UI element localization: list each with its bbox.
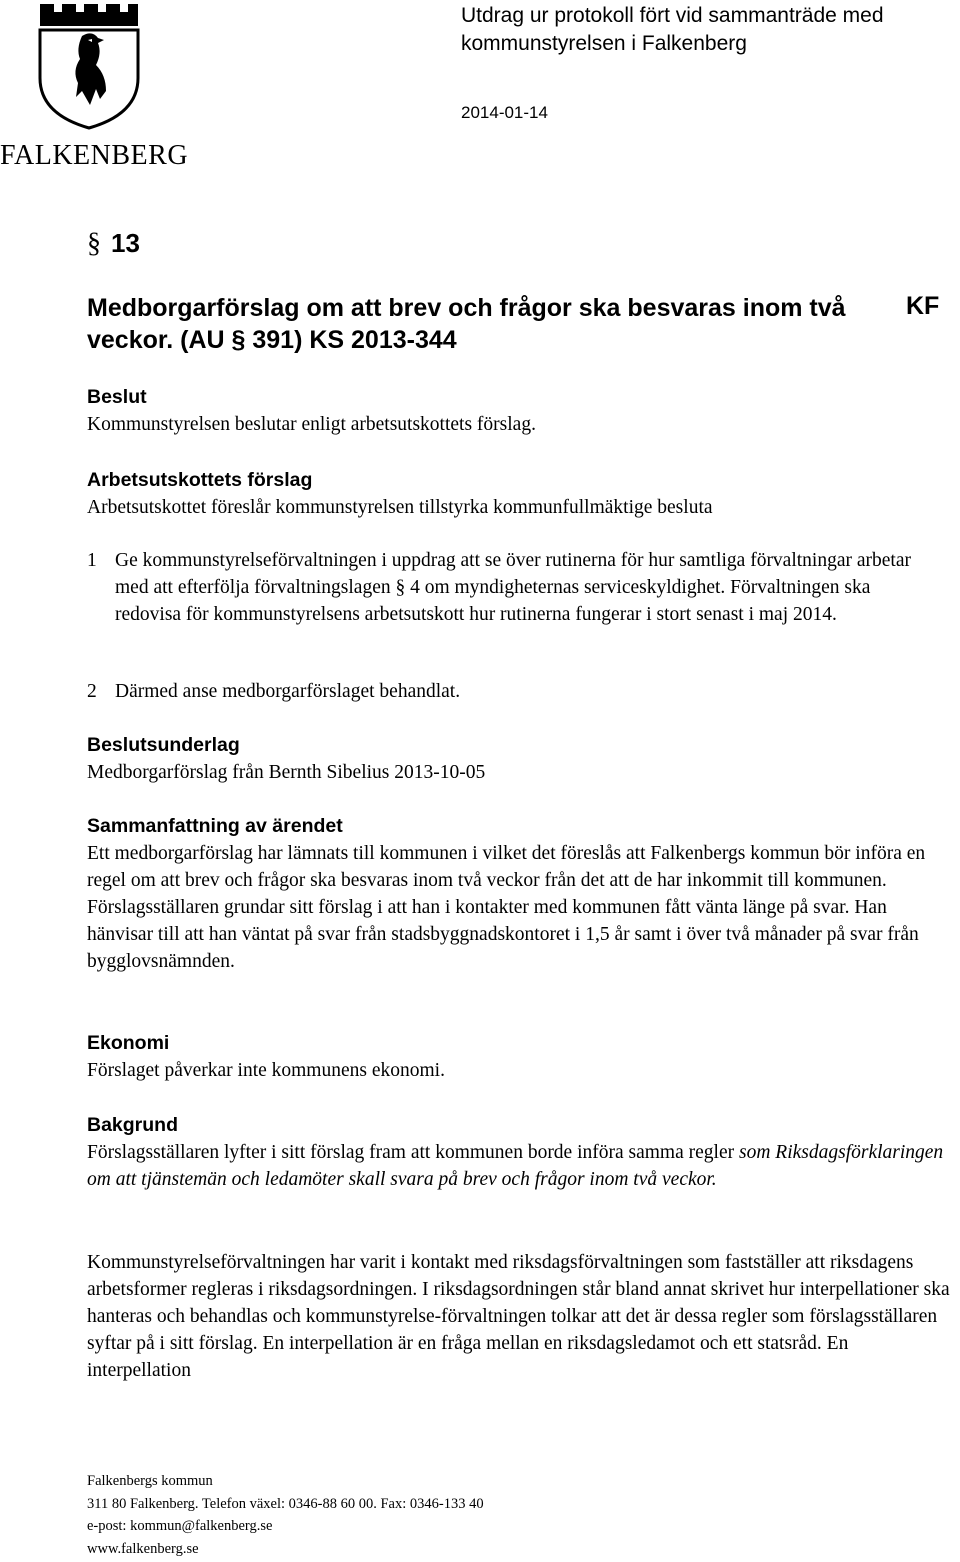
logo-wordmark: FALKENBERG [0,140,189,171]
list-item-number: 1 [87,550,97,571]
text-bakgrund [87,1139,947,1193]
meeting-date: 2014-01-14 [461,103,548,122]
text-sammanfattning: Ett medborgarförslag har lämnats till kommunen i vilket det föreslås att Falkenbergs kommun bör införa en regel om att brev och frågor ska besvaras inom två veckor från det att de har inkommit till kommunen. Förslagsställaren grundar sitt förslag i att han i kontakter med kommunen fått vänta länge på svar. Han hänvisar till att han väntat på svar från stadsbyggnadskontoret i 1,5 år samt i över två månader på svar från bygglovsnämnden. [87,843,926,972]
case-title: Medborgarförslag om att brev och frågor ska besvaras inom två veckor. (AU § 391) KS 2013-344 [87,294,846,354]
text-ekonomi: Förslaget påverkar inte kommunens ekonomi. [87,1060,445,1081]
footer-email: e-post: kommun@falkenberg.se [87,1518,273,1534]
text-au: Arbetsutskottet föreslår kommunstyrelsen tillstyrka kommunfullmäktige besluta [87,497,713,518]
footer [87,1470,484,1560]
list-item-text: Ge kommunstyrelseförvaltningen i uppdrag att se över rutinerna för hur samtliga förvaltningar arbetar med att efterfölja förvaltningslagen § 4 om myndigheternas serviceskyldighet. Förvaltningen ska redovisa för kommunstyrelsens arbetsutskott hur rutinerna fungerar i stort senast i maj 2014. [115,550,911,625]
text-bakgrund-italic: som Riksdagsförklaringen om att tjänstemän och ledamöter skall svara på brev och frågor inom två veckor. [87,1142,944,1190]
heading-beslut: Beslut [87,386,147,408]
text-bakgrund-para2: Kommunstyrelseförvaltningen har varit i kontakt med riksdagsförvaltningen som fastställer att riksdagens arbetsformer regleras i riksdagsordningen. I riksdagsordningen står bland annat skrivet hur interpellationer ska hanteras och behandlas och kommunstyrelse-förvaltningen tolkar att det är dessa regler som förslagsställaren syftar på i sitt förslag. En interpellation är en fråga mellan en riksdagsledamot och ett statsråd. En interpellation [87,1252,950,1381]
heading-ekonomi: Ekonomi [87,1032,170,1054]
heading-sammanfattning: Sammanfattning av ärendet [87,815,343,837]
heading-underlag: Beslutsunderlag [87,734,240,756]
case-tag: KF [906,292,940,320]
footer-org: Falkenbergs kommun [87,1473,213,1489]
footer-web: www.falkenberg.se [87,1540,199,1557]
heading-au: Arbetsutskottets förslag [87,469,313,491]
text-beslut: Kommunstyrelsen beslutar enligt arbetsutskottets förslag. [87,414,536,435]
paragraph-number [87,228,140,260]
falkenberg-logo [0,0,189,175]
section-symbol: § [87,228,101,259]
footer-address: 311 80 Falkenberg. Telefon växel: 0346-88 60 00. Fax: 0346-133 40 [87,1495,484,1512]
paragraph-number-value: 13 [111,228,140,258]
coat-of-arms-icon [34,0,144,130]
list-item [87,547,917,628]
protocol-title: Utdrag ur protokoll fört vid sammanträde med kommunstyrelsen i Falkenberg [461,4,884,55]
list-item-number: 2 [87,681,97,702]
heading-bakgrund: Bakgrund [87,1114,179,1136]
list-item [87,678,917,705]
text-underlag: Medborgarförslag från Bernth Sibelius 2013-10-05 [87,762,486,783]
text-bakgrund-plain: Förslagsställaren lyfter i sitt förslag fram att kommunen borde införa samma regler [87,1142,739,1163]
list-item-text: Därmed anse medborgarförslaget behandlat. [115,681,461,702]
